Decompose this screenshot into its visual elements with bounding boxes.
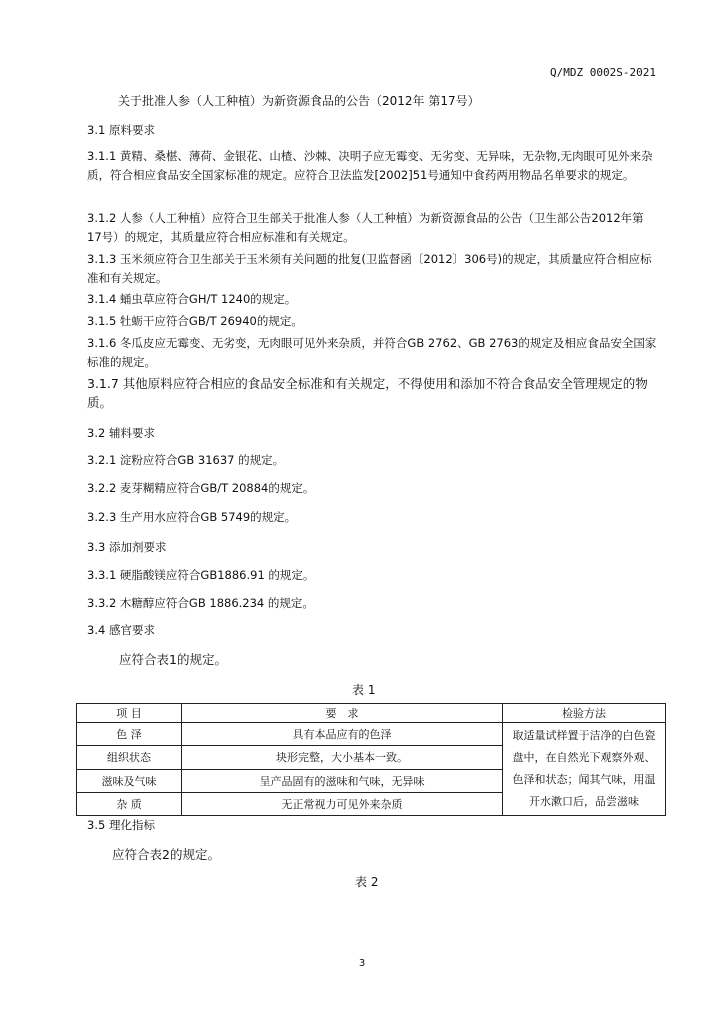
row-item: 色 泽: [77, 723, 182, 746]
section-3-4-heading: 3.4 感官要求: [87, 623, 155, 637]
paragraph-3-2-1: 3.2.1 淀粉应符合GB 31637 的规定。: [87, 453, 285, 467]
row-requirement: 具有本品应有的色泽: [182, 723, 503, 746]
header-requirement: 要 求: [182, 704, 503, 723]
reference-title: 关于批准人参（人工种植）为新资源食品的公告（2012年 第17号）: [118, 94, 480, 108]
section-3-1-heading: 3.1 原料要求: [87, 123, 155, 137]
sensory-table: [76, 703, 666, 816]
section-3-2-heading: 3.2 辅料要求: [87, 426, 155, 440]
paragraph-3-1-7: 3.1.7 其他原料应符合相应的食品安全标准和有关规定，不得使用和添加不符合食品安全管理规定的物质。: [87, 376, 648, 410]
section-3-4-body: 应符合表1的规定。: [119, 652, 227, 667]
paragraph-3-3-1: 3.3.1 硬脂酸镁应符合GB1886.91 的规定。: [87, 568, 315, 582]
row-requirement: 无正常视力可见外来杂质: [182, 792, 503, 815]
paragraph-3-1-1: 3.1.1 黄精、桑椹、薄荷、金银花、山楂、沙棘、决明子应无霉变、无劣变、无异味，无杂物,无肉眼可见外来杂质，符合相应食品安全国家标准的规定。应符合卫法监发[2002]51号通知中食药两用物品名单要求的规定。: [87, 149, 653, 182]
test-method-cell: 取适量试样置于洁净的白色瓷盘中，在自然光下观察外观、色泽和状态；闻其气味，用温开水漱口后，品尝滋味: [503, 723, 666, 816]
row-requirement: 块形完整，大小基本一致。: [182, 746, 503, 769]
paragraph-3-1-3: 3.1.3 玉米须应符合卫生部关于玉米须有关问题的批复(卫监督函〔2012〕306号)的规定，其质量应符合相应标准和有关规定。: [87, 252, 652, 285]
paragraph-3-1-6: 3.1.6 冬瓜皮应无霉变、无劣变，无肉眼可见外来杂质，并符合GB 2762、GB 2763的规定及相应食品安全国家标准的规定。: [87, 336, 657, 369]
header-item: 项 目: [77, 704, 182, 723]
paragraph-3-1-2: 3.1.2 人参（人工种植）应符合卫生部关于批准人参（人工种植）为新资源食品的公告（卫生部公告2012年第 17号）的规定，其质量应符合相应标准和有关规定。: [87, 211, 644, 244]
row-item: 杂 质: [77, 792, 182, 815]
paragraph-3-2-2: 3.2.2 麦芽糊精应符合GB/T 20884的规定。: [87, 481, 315, 495]
row-item: 组织状态: [77, 746, 182, 769]
table-2-caption: 表 2: [355, 875, 379, 889]
document-code: Q/MDZ 0002S-2021: [550, 66, 656, 79]
paragraph-3-1-5: 3.1.5 牡蛎干应符合GB/T 26940的规定。: [87, 314, 303, 328]
section-3-3-heading: 3.3 添加剂要求: [87, 540, 167, 554]
section-3-5-body: 应符合表2的规定。: [112, 847, 220, 862]
table-row: [77, 723, 666, 746]
paragraph-3-2-3: 3.2.3 生产用水应符合GB 5749的规定。: [87, 510, 297, 524]
row-item: 滋味及气味: [77, 769, 182, 792]
table-1-caption: 表 1: [352, 683, 376, 697]
paragraph-3-3-2: 3.3.2 木糖醇应符合GB 1886.234 的规定。: [87, 596, 314, 610]
header-method: 检验方法: [503, 704, 666, 723]
row-requirement: 呈产品固有的滋味和气味，无异味: [182, 769, 503, 792]
section-3-5-heading: 3.5 理化指标: [87, 818, 155, 832]
paragraph-3-1-4: 3.1.4 蛹虫草应符合GH/T 1240的规定。: [87, 292, 297, 306]
table-header-row: [77, 704, 666, 723]
page-number: 3: [358, 958, 366, 969]
